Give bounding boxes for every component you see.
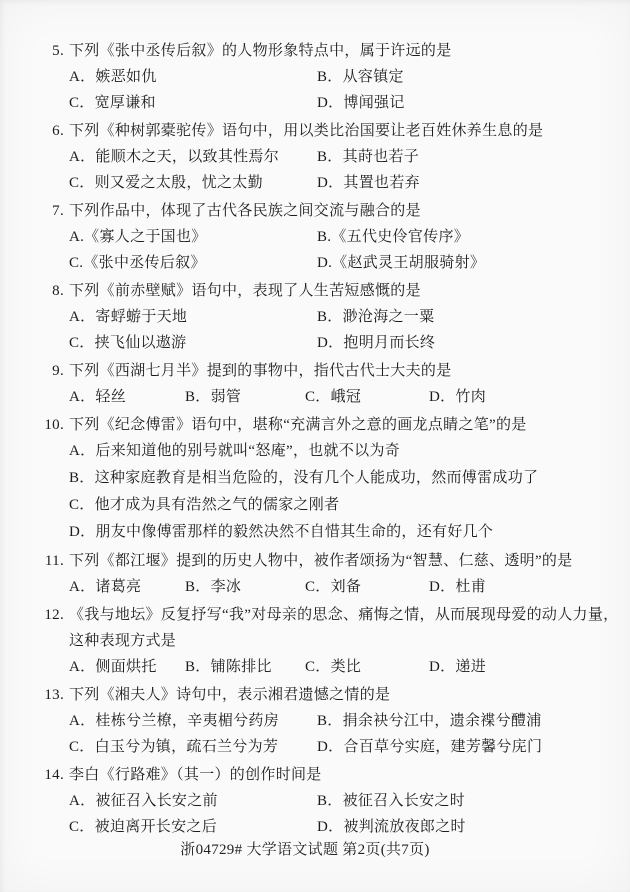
option-b: B．其莳也若子 [317, 149, 420, 165]
options [69, 64, 598, 116]
question-number: 12. [44, 607, 64, 623]
question-5 [40, 38, 598, 116]
option-c: C．白玉兮为镇，疏石兰兮为芳 [69, 739, 279, 755]
question-12 [40, 602, 619, 680]
question-number: 5. [52, 43, 64, 59]
option-a: A．被征召入长安之前 [69, 793, 218, 809]
option-c: C.《张中丞传后叙》 [69, 255, 206, 271]
option-b: B．铺陈排比 [185, 659, 272, 675]
option-a: A．侧面烘托 [69, 659, 157, 675]
option-b: B．这种家庭教育是相当危险的，没有几个人能成功，然而傅雷成功了 [69, 470, 539, 486]
question-stem: 下列作品中，体现了古代各民族之间交流与融合的是 [69, 203, 421, 219]
options [69, 304, 598, 356]
option-c: C．宽厚谦和 [69, 95, 156, 111]
question-number: 10. [44, 417, 64, 433]
question-10 [40, 412, 598, 546]
question-stem: 下列《种树郭橐驼传》语句中，用以类比治国要让老百姓休养生息的是 [69, 123, 544, 139]
question-number: 7. [52, 203, 64, 219]
option-d: D．杜甫 [429, 579, 487, 595]
question-14 [40, 762, 598, 840]
option-c: C．峨冠 [305, 389, 362, 405]
option-c: C．则又爱之太殷，忧之太勤 [69, 175, 263, 191]
options [69, 654, 598, 680]
options [69, 438, 598, 546]
question-stem: 下列《前赤壁赋》语句中，表现了人生苦短感慨的是 [69, 283, 421, 299]
question-stem: 下列《张中丞传后叙》的人物形象特点中，属于许远的是 [69, 43, 452, 59]
option-a: A．能顺木之天，以致其性焉尔 [69, 149, 280, 165]
option-b: B．被征召入长安之时 [317, 793, 466, 809]
question-number: 13. [44, 687, 64, 703]
option-a: A．诸葛亮 [69, 579, 142, 595]
options [69, 708, 598, 760]
option-c: C．类比 [305, 659, 362, 675]
question-13 [40, 682, 598, 760]
option-a: A．桂栋兮兰橑，辛夷楣兮药房 [69, 713, 280, 729]
option-b: B．从容镇定 [317, 69, 404, 85]
question-list [40, 38, 619, 842]
option-b: B．渺沧海之一粟 [317, 309, 435, 325]
question-stem: 下列《都江堰》提到的历史人物中，被作者颂扬为“智慧、仁慈、透明”的是 [69, 553, 573, 569]
option-d: D．被判流放夜郎之时 [317, 819, 466, 835]
option-c: C．他才成为具有浩然之气的儒家之刚者 [69, 497, 340, 513]
page-footer: 浙04729# 大学语文试题 第2页(共7页) [180, 842, 430, 858]
option-d: D．博闻强记 [317, 95, 405, 111]
option-b: B．捐余袂兮江中，遗余褋兮醴浦 [317, 713, 542, 729]
option-a: A．后来知道他的别号就叫“怒庵”，也就不以为奇 [69, 443, 401, 459]
question-7 [40, 198, 598, 276]
option-b: B．弱管 [185, 389, 242, 405]
question-8 [40, 278, 598, 356]
options [69, 384, 598, 410]
option-d: D．抱明月而长终 [317, 335, 436, 351]
option-c: C．被迫离开长安之后 [69, 819, 218, 835]
question-number: 8. [52, 283, 64, 299]
option-c: C．刘备 [305, 579, 362, 595]
option-a: A.《寡人之于国也》 [69, 229, 207, 245]
option-a: A．寄蜉蝣于天地 [69, 309, 188, 325]
question-11 [40, 548, 598, 600]
option-d: D．朋友中像傅雷那样的毅然决然不自惜其生命的，还有好几个 [69, 524, 494, 540]
options [69, 788, 598, 840]
question-stem: 下列《纪念傅雷》语句中，堪称“充满言外之意的画龙点睛之笔”的是 [69, 417, 527, 433]
options [69, 144, 598, 196]
question-number: 9. [52, 363, 64, 379]
option-a: A．轻丝 [69, 389, 127, 405]
options [69, 574, 598, 600]
options [69, 224, 598, 276]
question-stem: 下列《西湖七月半》提到的事物中，指代古代士大夫的是 [69, 363, 452, 379]
option-d: D．竹肉 [429, 389, 487, 405]
option-b: B．李冰 [185, 579, 242, 595]
option-c: C．挟飞仙以遨游 [69, 335, 187, 351]
option-d: D．递进 [429, 659, 487, 675]
option-d: D．合百草兮实庭，建芳馨兮庑门 [317, 739, 543, 755]
question-stem: 李白《行路难》（其一）的创作时间是 [69, 767, 322, 783]
option-d: D.《赵武灵王胡服骑射》 [317, 255, 486, 271]
option-a: A．嫉恶如仇 [69, 69, 157, 85]
option-b: B.《五代史伶官传序》 [317, 229, 470, 245]
question-number: 14. [44, 767, 64, 783]
question-stem-line2: 这种表现方式是 [69, 633, 177, 649]
question-stem: 《我与地坛》反复抒写“我”对母亲的思念、痛悔之情，从而展现母爱的动人力量， [69, 607, 619, 623]
question-number: 11. [44, 553, 64, 569]
question-6 [40, 118, 598, 196]
question-9 [40, 358, 598, 410]
option-d: D．其置也若弃 [317, 175, 420, 191]
question-number: 6. [52, 123, 64, 139]
question-stem: 下列《湘夫人》诗句中，表示湘君遗憾之情的是 [69, 687, 391, 703]
